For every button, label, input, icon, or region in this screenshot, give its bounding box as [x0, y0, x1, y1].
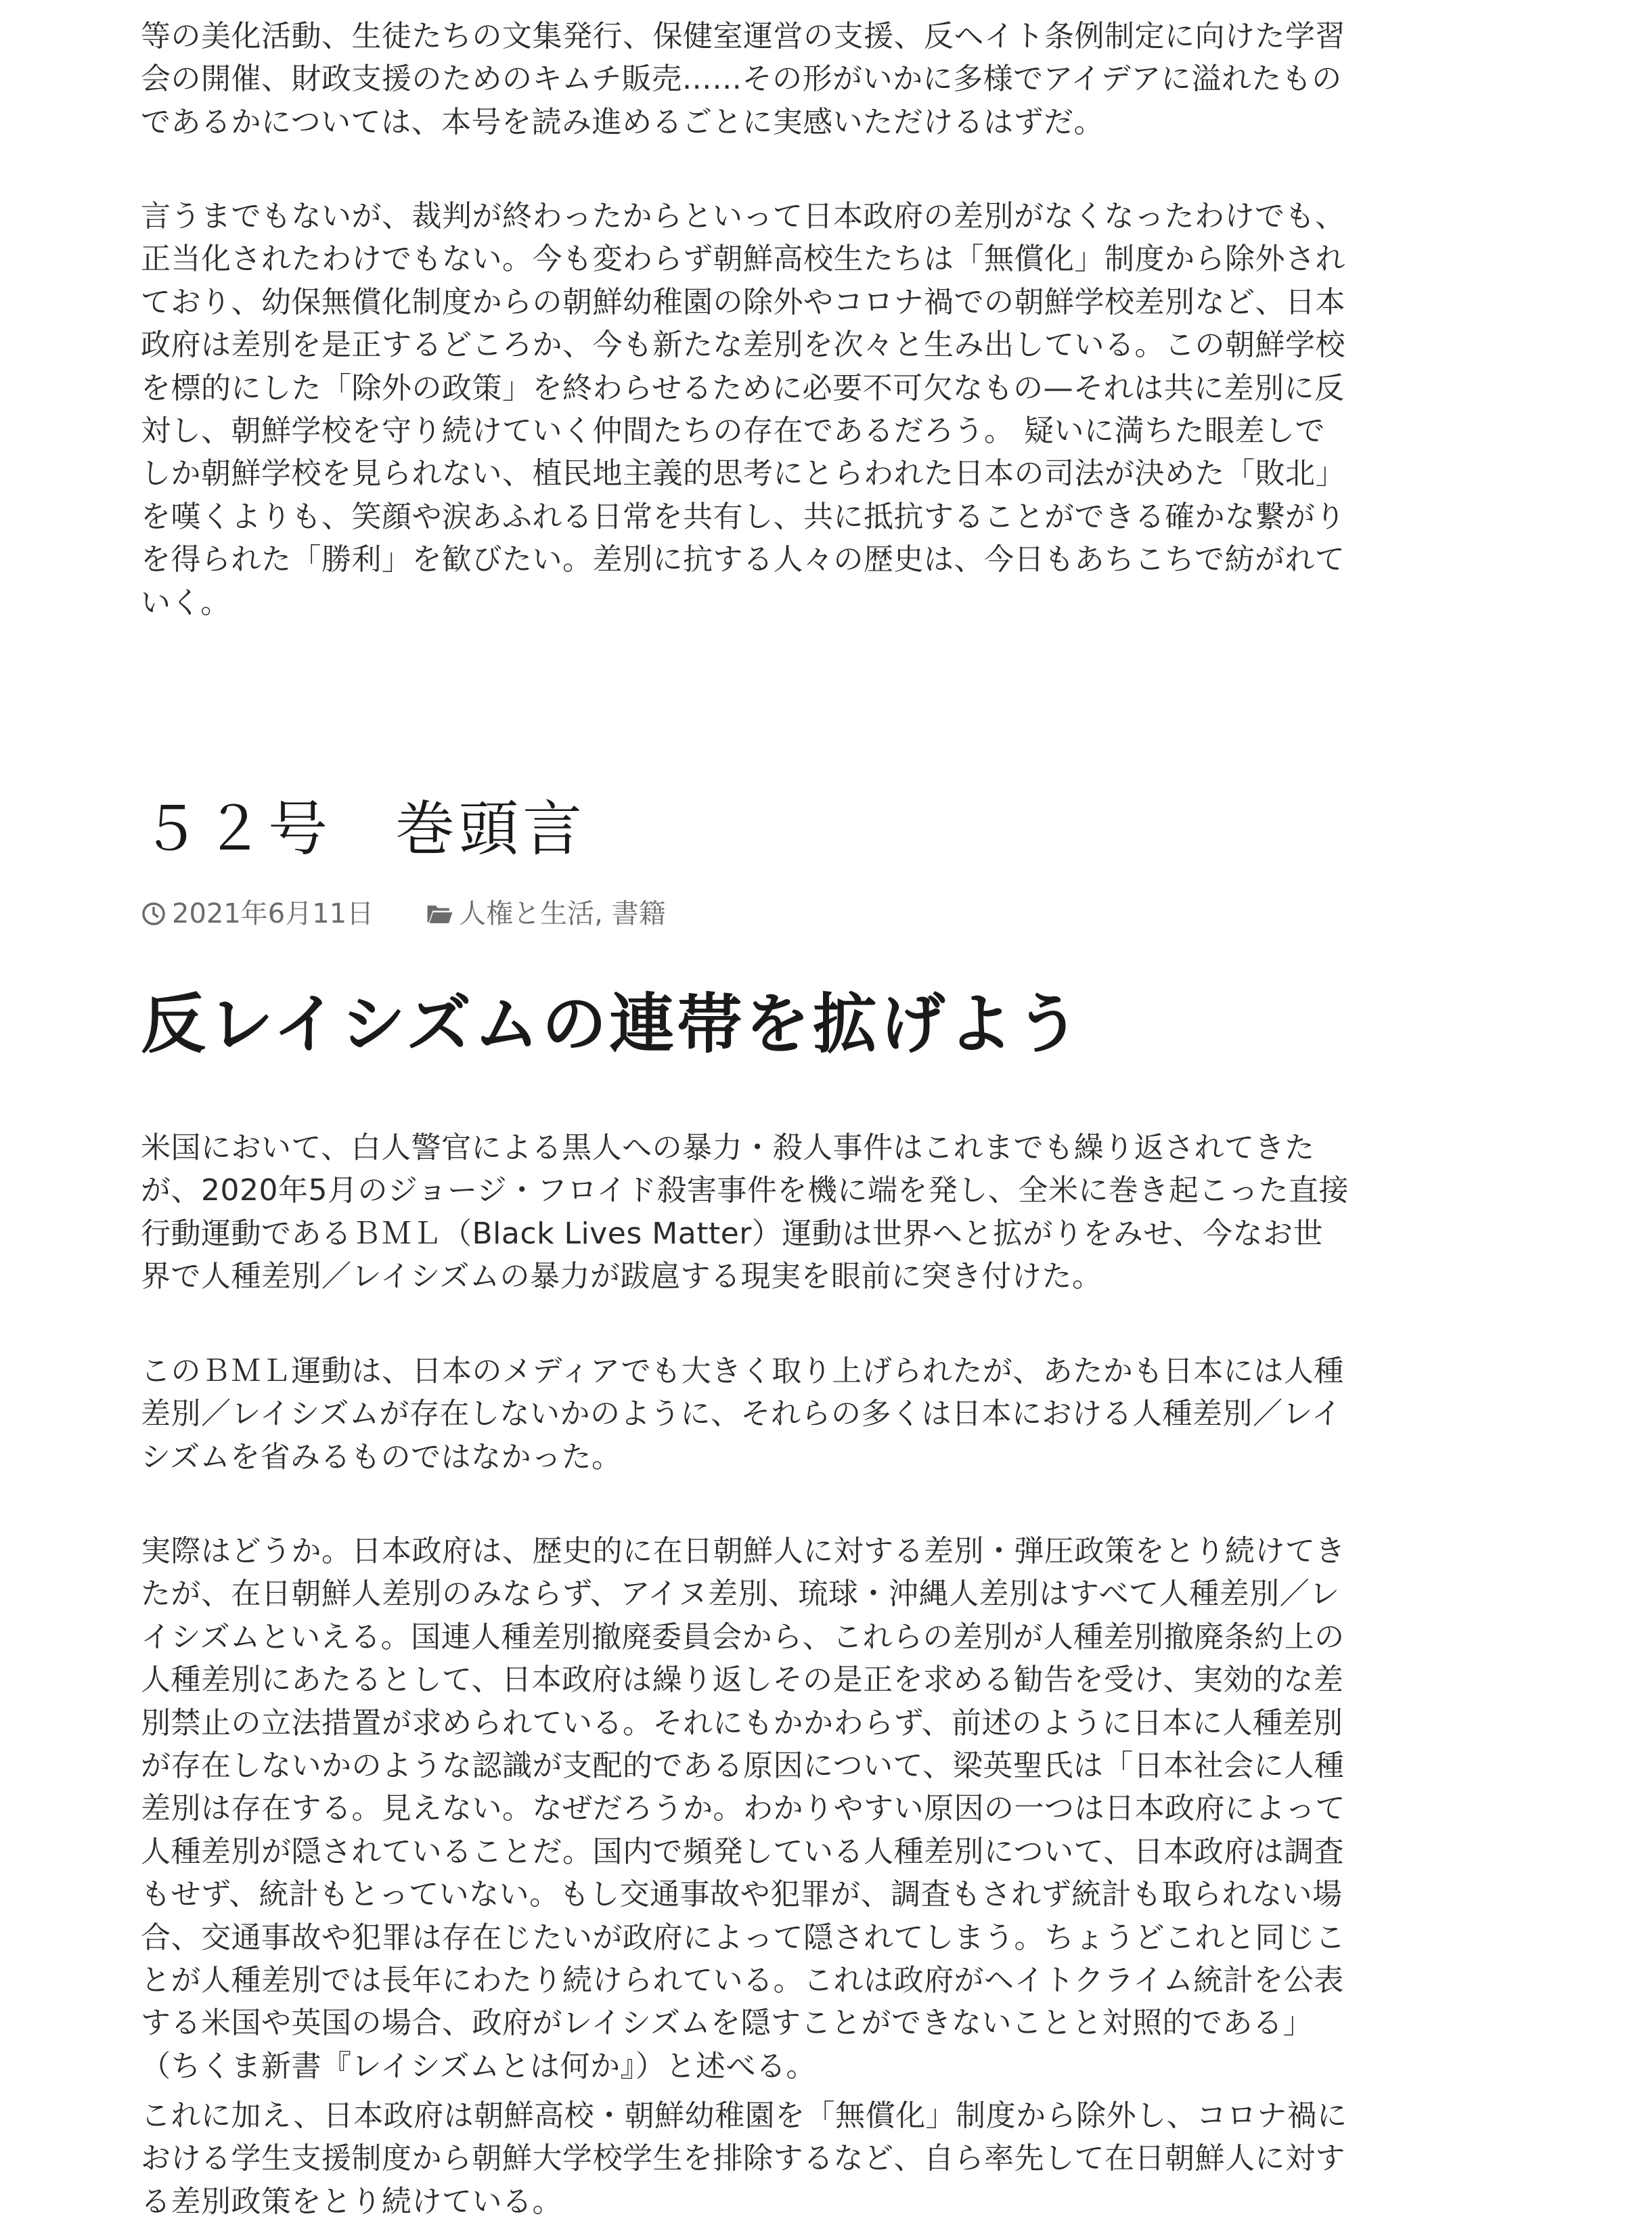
clock-icon: [141, 901, 166, 927]
post-title[interactable]: ５２号 巻頭言: [141, 794, 587, 864]
post-date-link[interactable]: 2021年6月11日: [172, 898, 374, 929]
article-headline: 反レイシズムの連帯を拡げよう: [141, 986, 1084, 1062]
category-link-human-rights[interactable]: 人権と生活: [459, 898, 595, 929]
category-link-books[interactable]: 書籍: [611, 898, 666, 929]
post-meta: [141, 895, 666, 933]
intro-paragraph-2: 言うまでもないが、裁判が終わったからといって日本政府の差別がなくなったわけでも、正当化されたわけでもない。今も変わらず朝鮮高校生たちは「無償化」制度から除外されており、幼保無償化制度からの朝鮮幼稚園の除外やコロナ禍での朝鮮学校差別など、日本政府は差別を是正するどころか、今も新たな差別を次々と生み出している。この朝鮮学校を標的にした「除外の政策」を終わらせるために必要不可欠なもの—それは共に差別に反対し、朝鮮学校を守り続けていく仲間たちの存在であるだろう。 疑いに満ちた眼差しでしか朝鮮学校を見られない、植民地主義的思考にとらわれた日本の司法が決めた「敗北」を嘆くよりも、笑顔や涙あふれる日常を共有し、共に抵抗することができる確かな繋がりを得られた「勝利」を歓びたい。差別に抗する人々の歴史は、今日もあちこちで紡がれていく。: [141, 199, 1345, 620]
article-paragraph-2: このＢＭＬ運動は、日本のメディアでも大きく取り上げられたが、あたかも日本には人種差別／レイシズムが存在しないかのように、それらの多くは日本における人種差別／レイシズムを省みるものではなかった。: [141, 1354, 1344, 1474]
intro-paragraph-1: 等の美化活動、生徒たちの文集発行、保健室運営の支援、反ヘイト条例制定に向けた学習会の開催、財政支援のためのキムチ販売……その形がいかに多様でアイデアに溢れたものであるかについては、本号を読み進めるごとに実感いただけるはずだ。: [141, 19, 1345, 139]
category-separator: ,: [594, 898, 612, 929]
folder-icon: [426, 902, 453, 925]
article-paragraph-4: これに加え、日本政府は朝鮮高校・朝鮮幼稚園を「無償化」制度から除外し、コロナ禍における学生支援制度から朝鮮大学校学生を排除するなど、自ら率先して在日朝鮮人に対する差別政策をとり続けている。: [141, 2098, 1347, 2219]
article-paragraph-3: 実際はどうか。日本政府は、歴史的に在日朝鮮人に対する差別・弾圧政策をとり続けてきたが、在日朝鮮人差別のみならず、アイヌ差別、琉球・沖縄人差別はすべて人種差別／レイシズムといえる。国連人種差別撤廃委員会から、これらの差別が人種差別撤廃条約上の人種差別にあたるとして、日本政府は繰り返しその是正を求める勧告を受け、実効的な差別禁止の立法措置が求められている。それにもかかわらず、前述のように日本に人種差別が存在しないかのような認識が支配的である原因について、梁英聖氏は「日本社会に人種差別は存在する。見えない。なぜだろうか。わかりやすい原因の一つは日本政府によって人種差別が隠されていることだ。国内で頻発している人種差別について、日本政府は調査もせず、統計もとっていない。もし交通事故や犯罪が、調査もされず統計も取られない場合、交通事故や犯罪は存在じたいが政府によって隠されてしまう。ちょうどこれと同じことが人種差別では長年にわたり続けられている。これは政府がヘイトクライム統計を公表する米国や英国の場合、政府がレイシズムを隠すことができないことと対照的である」（ちくま新書『レイシズムとは何か』）と述べる。: [141, 1534, 1345, 2084]
article-paragraph-1: 米国において、白人警官による黒人への暴力・殺人事件はこれまでも繰り返されてきたが、2020年5月のジョージ・フロイド殺害事件を機に端を発し、全米に巻き起こった直接行動運動であるＢＭＬ（Black Lives Matter）運動は世界へと拡がりをみせ、今なお世界で人種差別／レイシズムの暴力が跋扈する現実を眼前に突き付けた。: [141, 1130, 1349, 1294]
